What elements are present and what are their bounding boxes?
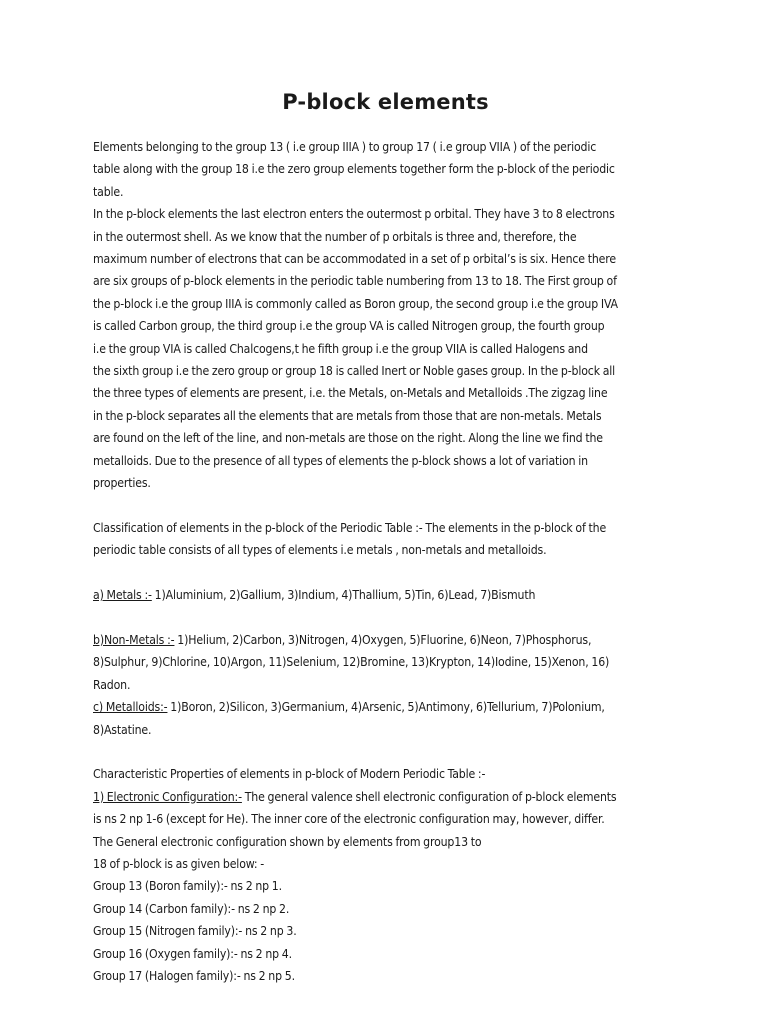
text-line: In the p-block elements the last electron enters the outermost p orbital. They have 3 to 8 electrons (93, 207, 615, 222)
text-line (93, 786, 678, 808)
nonmetals-list (93, 629, 678, 696)
nonmetals-text: 1)Helium, 2)Carbon, 3)Nitrogen, 4)Oxygen, 5)Fluorine, 6)Neon, 7)Phosphorus, (174, 632, 592, 647)
text-line: are six groups of p-block elements in the periodic table numbering from 13 to 18. The First group of (93, 274, 617, 289)
spacer (93, 741, 678, 763)
nonmetals-label: b)Non-Metals :- (93, 632, 175, 647)
text-line: 18 of p-block is as given below: - (93, 856, 265, 871)
group-config-line: Group 14 (Carbon family):- ns 2 np 2. (93, 901, 290, 916)
text-line: in the outermost shell. As we know that the number of p orbitals is three and, therefore, the (93, 229, 577, 244)
spacer (93, 562, 678, 584)
text-line: is called Carbon group, the third group i.e the group VA is called Nitrogen group, the fourth group (93, 319, 605, 334)
text-line: Radon. (93, 677, 131, 692)
group-config-line: Group 13 (Boron family):- ns 2 np 1. (93, 879, 282, 894)
text-line: periodic table consists of all types of elements i.e metals , non-metals and metalloids. (93, 543, 547, 558)
metals-text: 1)Aluminium, 2)Gallium, 3)Indium, 4)Thallium, 5)Tin, 6)Lead, 7)Bismuth (151, 588, 536, 603)
intro-paragraph (93, 136, 678, 203)
document-page (93, 90, 678, 987)
text-line: are found on the left of the line, and non-metals are those on the right. Along the line we find the (93, 431, 603, 446)
text-line: 8)Sulphur, 9)Chlorine, 10)Argon, 11)Selenium, 12)Bromine, 13)Krypton, 14)Iodine, 15)Xenon, 16) (93, 655, 610, 670)
metals-label: a) Metals :- (93, 588, 152, 603)
page-title: P-block elements (282, 90, 489, 114)
text-line (93, 629, 678, 651)
metalloids-list (93, 696, 678, 741)
text-line: the three types of elements are present, i.e. the Metals, on-Metals and Metalloids .The zigzag line (93, 386, 608, 401)
document-body (93, 136, 678, 987)
text-line: i.e the group VIA is called Chalcogens,t he fifth group i.e the group VIIA is called Halogens and (93, 341, 588, 356)
text-line: Classification of elements in the p-block of the Periodic Table :- The elements in the p-block of the (93, 520, 607, 535)
electronic-config-label: 1) Electronic Configuration:- (93, 789, 242, 804)
text-line (93, 584, 678, 606)
group-config-line: Group 17 (Halogen family):- ns 2 np 5. (93, 968, 295, 983)
text-line: properties. (93, 476, 151, 491)
classification-paragraph (93, 517, 678, 562)
text-line: metalloids. Due to the presence of all types of elements the p-block shows a lot of variation in (93, 453, 588, 468)
characteristics-section (93, 763, 678, 987)
text-line: the sixth group i.e the zero group or group 18 is called Inert or Noble gases group. In the p-block all (93, 364, 616, 379)
group-config-line: Group 15 (Nitrogen family):- ns 2 np 3. (93, 924, 297, 939)
metals-list (93, 584, 678, 606)
spacer (93, 495, 678, 517)
text-line: the p-block i.e the group IIIA is commonly called as Boron group, the second group i.e the group IVA (93, 296, 618, 311)
text-line: Elements belonging to the group 13 ( i.e group IIIA ) to group 17 ( i.e group VIIA ) of the periodic (93, 140, 597, 154)
metalloids-label: c) Metalloids:- (93, 700, 168, 715)
p-block-description-paragraph (93, 203, 678, 494)
text-line (93, 696, 678, 718)
text-line: maximum number of electrons that can be accommodated in a set of p orbital’s is six. Hence there (93, 252, 616, 267)
electronic-config-text: The general valence shell electronic configuration of p-block elements (241, 789, 617, 804)
group-config-line: Group 16 (Oxygen family):- ns 2 np 4. (93, 946, 292, 961)
characteristics-heading: Characteristic Properties of elements in p-block of Modern Periodic Table :- (93, 767, 486, 782)
text-line: 8)Astatine. (93, 722, 152, 737)
text-line: The General electronic configuration shown by elements from group13 to (93, 834, 482, 849)
text-line: in the p-block separates all the elements that are metals from those that are non-metals. Metals (93, 408, 602, 423)
metalloids-text: 1)Boron, 2)Silicon, 3)Germanium, 4)Arsenic, 5)Antimony, 6)Tellurium, 7)Polonium, (167, 700, 605, 715)
spacer (93, 607, 678, 629)
text-line: table. (93, 184, 124, 199)
text-line: table along with the group 18 i.e the zero group elements together form the p-block of the periodic (93, 162, 615, 177)
text-line: is ns 2 np 1-6 (except for He). The inner core of the electronic configuration may, however, differ. (93, 812, 605, 827)
